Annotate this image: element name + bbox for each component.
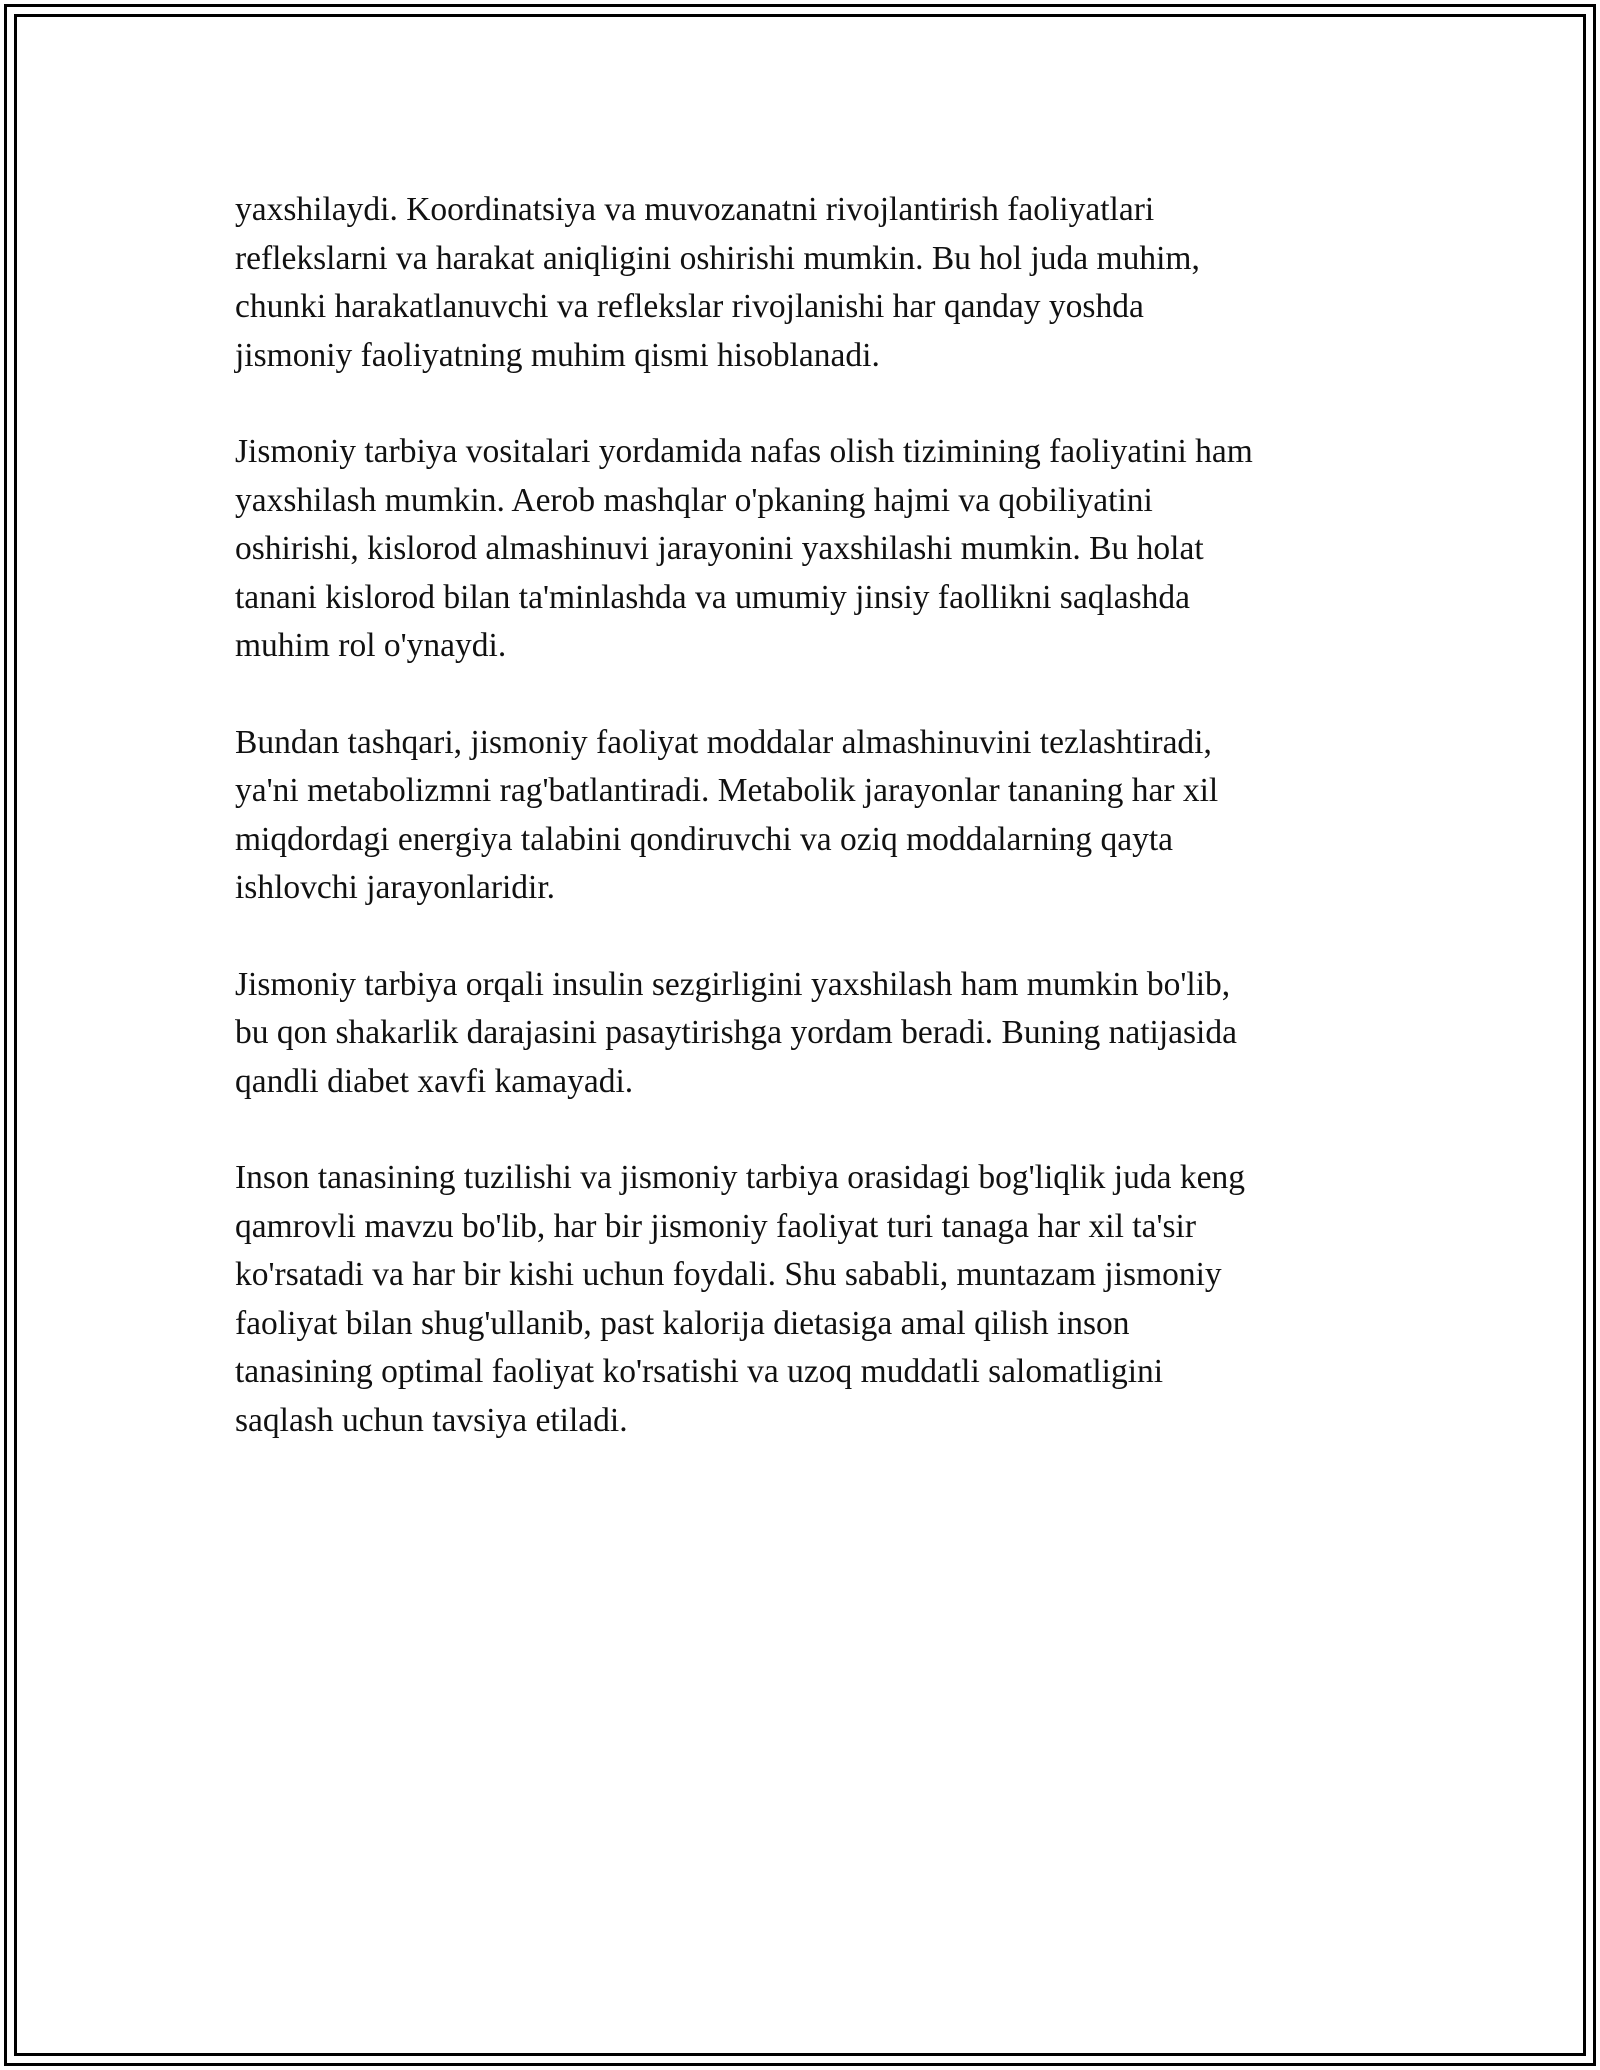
- text-line: tanani kislorod bilan ta'minlashda va umumiy jinsiy faollikni saqlashda: [235, 578, 1191, 616]
- text-line: yaxshilaydi. Koordinatsiya va muvozanatni rivojlantirish faoliyatlari: [235, 191, 1155, 228]
- text-line: bu qon shakarlik darajasini pasaytirishga yordam beradi. Buning natijasida: [235, 1014, 1237, 1051]
- text-line: tanasining optimal faoliyat ko'rsatishi va uzoq muddatli salomatligini: [235, 1353, 1164, 1390]
- text-line: Bundan tashqari, jismoniy faoliyat moddalar almashinuvini tezlashtiradi,: [235, 723, 1212, 761]
- text-line: jismoniy faoliyatning muhim qismi hisoblanadi.: [235, 336, 880, 374]
- text-line: Jismoniy tarbiya vositalari yordamida nafas olish tizimining faoliyatini ham: [235, 433, 1253, 470]
- text-line: qandli diabet xavfi kamayadi.: [235, 1062, 634, 1100]
- text-line: chunki harakatlanuvchi va reflekslar rivojlanishi har qanday yoshda: [235, 288, 1144, 325]
- paragraph-respiratory: [235, 428, 1365, 671]
- text-line: miqdordagi energiya talabini qondiruvchi va oziq moddalarning qayta: [235, 820, 1174, 858]
- text-line: ko'rsatadi va har bir kishi uchun foydali. Shu sababli, muntazam jismoniy: [235, 1256, 1222, 1293]
- text-line: faoliyat bilan shug'ullanib, past kalorija dietasiga amal qilish inson: [235, 1304, 1130, 1342]
- text-line: ishlovchi jarayonlaridir.: [235, 869, 556, 906]
- text-line: Jismoniy tarbiya orqali insulin sezgirligini yaxshilash ham mumkin bo'lib,: [235, 965, 1231, 1003]
- paragraph-conclusion: [235, 1154, 1365, 1445]
- text-line: ya'ni metabolizmni rag'batlantiradi. Metabolik jarayonlar tananing har xil: [235, 772, 1219, 809]
- paragraph-metabolism: [235, 719, 1365, 913]
- text-line: oshirishi, kislorod almashinuvi jarayonini yaxshilashi mumkin. Bu holat: [235, 530, 1204, 567]
- paragraph-coordination: [235, 186, 1365, 380]
- text-line: qamrovli mavzu bo'lib, har bir jismoniy faoliyat turi tanaga har xil ta'sir: [235, 1207, 1196, 1245]
- text-line: Inson tanasining tuzilishi va jismoniy tarbiya orasidagi bog'liqlik juda keng: [235, 1159, 1245, 1196]
- paragraph-insulin: [235, 961, 1365, 1107]
- text-line: reflekslarni va harakat aniqligini oshirishi mumkin. Bu hol juda muhim,: [235, 239, 1200, 277]
- text-line: saqlash uchun tavsiya etiladi.: [235, 1401, 628, 1439]
- text-line: muhim rol o'ynaydi.: [235, 627, 507, 664]
- page-body: [235, 186, 1365, 1493]
- text-line: yaxshilash mumkin. Aerob mashqlar o'pkaning hajmi va qobiliyatini: [235, 481, 1153, 519]
